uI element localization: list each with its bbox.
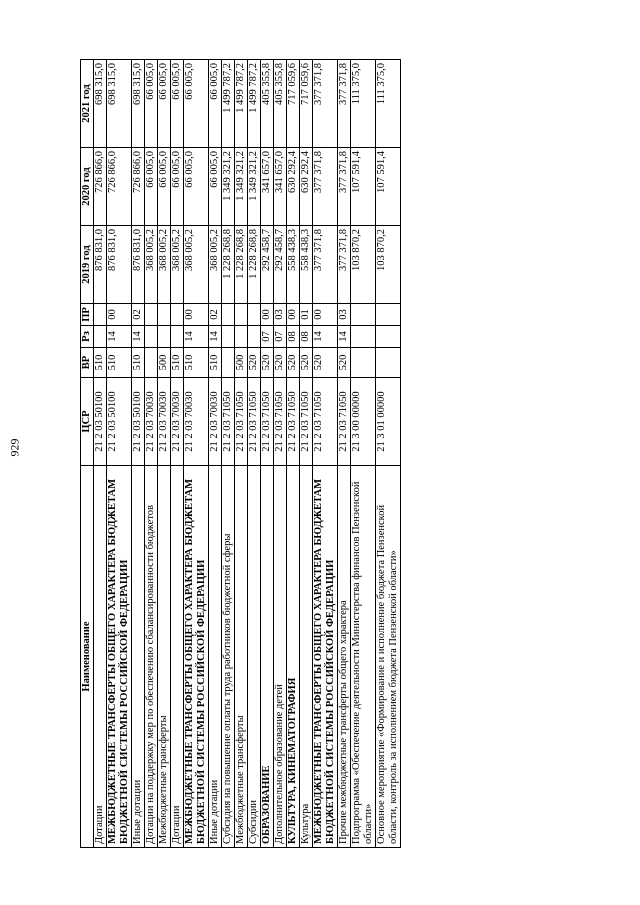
row-name-cell: Субсидии — [248, 466, 261, 848]
row-2021-cell: 698 315,0 — [94, 60, 107, 148]
row-2019-cell: 558 438,3 — [287, 226, 300, 304]
row-csr-cell: 21 2 03 71050 — [300, 378, 313, 466]
row-vr-cell: 520 — [313, 348, 338, 378]
row-pr-cell — [248, 304, 261, 326]
row-csr-cell: 21 2 03 50100 — [132, 378, 145, 466]
table-row — [235, 60, 248, 848]
row-2019-cell: 377 371,8 — [313, 226, 338, 304]
row-rz-cell — [248, 326, 261, 348]
row-vr-cell: 510 — [132, 348, 145, 378]
row-rz-cell — [235, 326, 248, 348]
row-name-cell: Субсидия на повышение оплаты труда работников бюджетной сферы — [222, 466, 235, 848]
row-vr-cell: 510 — [171, 348, 184, 378]
row-vr-cell — [376, 348, 401, 378]
row-2019-cell: 368 005,2 — [184, 226, 209, 304]
row-vr-cell: 520 — [261, 348, 274, 378]
row-pr-cell: 00 — [313, 304, 338, 326]
table-row — [313, 60, 338, 848]
row-rz-cell: 14 — [313, 326, 338, 348]
row-name-cell: Дополнительное образование детей — [274, 466, 287, 848]
table-row — [376, 60, 401, 848]
row-vr-cell — [351, 348, 376, 378]
row-csr-cell: 21 2 03 70030 — [209, 378, 222, 466]
table-row — [132, 60, 145, 848]
row-name-cell: Межбюджетные трансферты — [158, 466, 171, 848]
row-csr-cell: 21 2 03 71050 — [287, 378, 300, 466]
row-2019-cell: 876 831,0 — [107, 226, 132, 304]
row-2020-cell: 107 591,4 — [351, 148, 376, 226]
row-rz-cell — [158, 326, 171, 348]
row-2020-cell: 66 005,0 — [209, 148, 222, 226]
row-name-cell: МЕЖБЮДЖЕТНЫЕ ТРАНСФЕРТЫ ОБЩЕГО ХАРАКТЕРА БЮДЖЕТАМ БЮДЖЕТНОЙ СИСТЕМЫ РОССИЙСКОЙ ФЕДЕРАЦИИ — [184, 466, 209, 848]
row-name-cell: Иные дотации — [132, 466, 145, 848]
row-csr-cell: 21 2 03 71050 — [313, 378, 338, 466]
row-2019-cell: 368 005,2 — [145, 226, 158, 304]
row-rz-cell: 14 — [184, 326, 209, 348]
row-2021-cell: 717 059,6 — [287, 60, 300, 148]
row-name-cell: МЕЖБЮДЖЕТНЫЕ ТРАНСФЕРТЫ ОБЩЕГО ХАРАКТЕРА БЮДЖЕТАМ БЮДЖЕТНОЙ СИСТЕМЫ РОССИЙСКОЙ ФЕДЕРАЦИИ — [313, 466, 338, 848]
row-2020-cell: 1 349 321,2 — [248, 148, 261, 226]
table-row — [145, 60, 158, 848]
table-body — [94, 60, 401, 848]
table-row — [184, 60, 209, 848]
row-rz-cell: 08 — [300, 326, 313, 348]
table-row — [94, 60, 107, 848]
header-name: Наименование — [81, 466, 94, 848]
table-row — [300, 60, 313, 848]
row-2019-cell: 876 831,0 — [94, 226, 107, 304]
row-2021-cell: 1 499 787,2 — [222, 60, 235, 148]
row-2021-cell: 1 499 787,2 — [248, 60, 261, 148]
row-2020-cell: 1 349 321,2 — [235, 148, 248, 226]
row-2021-cell: 698 315,0 — [132, 60, 145, 148]
row-name-cell: Дотации — [94, 466, 107, 848]
row-name-cell: Основное мероприятие «Формирование и исполнение бюджета Пензенской области, контроль за исполнением бюджета Пензенской области» — [376, 466, 401, 848]
row-name-cell: Прочие межбюджетные трансферты общего характера — [338, 466, 351, 848]
row-2021-cell: 1 499 787,2 — [235, 60, 248, 148]
row-2021-cell: 66 005,0 — [145, 60, 158, 148]
row-2019-cell: 292 458,7 — [261, 226, 274, 304]
row-2021-cell: 66 005,0 — [171, 60, 184, 148]
row-rz-cell: 08 — [287, 326, 300, 348]
row-2020-cell: 630 292,4 — [287, 148, 300, 226]
row-2021-cell: 66 005,0 — [184, 60, 209, 148]
row-rz-cell: 07 — [261, 326, 274, 348]
row-2020-cell: 1 349 321,2 — [222, 148, 235, 226]
row-name-cell: МЕЖБЮДЖЕТНЫЕ ТРАНСФЕРТЫ ОБЩЕГО ХАРАКТЕРА БЮДЖЕТАМ БЮДЖЕТНОЙ СИСТЕМЫ РОССИЙСКОЙ ФЕДЕРАЦИИ — [107, 466, 132, 848]
row-pr-cell — [171, 304, 184, 326]
row-csr-cell: 21 2 03 70030 — [158, 378, 171, 466]
row-pr-cell — [94, 304, 107, 326]
header-vr: ВР — [81, 348, 94, 378]
row-vr-cell: 500 — [235, 348, 248, 378]
row-pr-cell — [235, 304, 248, 326]
row-2020-cell: 66 005,0 — [158, 148, 171, 226]
row-name-cell: Межбюджетные трансферты — [235, 466, 248, 848]
row-pr-cell: 03 — [274, 304, 287, 326]
row-rz-cell: 14 — [209, 326, 222, 348]
row-name-cell: Дотации на поддержку мер по обеспечению сбалансированности бюджетов — [145, 466, 158, 848]
row-2019-cell: 103 870,2 — [376, 226, 401, 304]
row-vr-cell: 520 — [248, 348, 261, 378]
row-rz-cell — [222, 326, 235, 348]
row-csr-cell: 21 3 01 00000 — [376, 378, 401, 466]
row-pr-cell: 02 — [209, 304, 222, 326]
row-name-cell: ОБРАЗОВАНИЕ — [261, 466, 274, 848]
row-vr-cell — [145, 348, 158, 378]
row-2020-cell: 726 866,0 — [94, 148, 107, 226]
row-vr-cell: 510 — [107, 348, 132, 378]
row-csr-cell: 21 2 03 70030 — [171, 378, 184, 466]
row-name-cell: Иные дотации — [209, 466, 222, 848]
row-2021-cell: 111 375,0 — [376, 60, 401, 148]
header-pr: ПР — [81, 304, 94, 326]
rotated-table-container — [80, 60, 560, 848]
row-pr-cell — [145, 304, 158, 326]
row-2020-cell: 630 292,4 — [300, 148, 313, 226]
row-vr-cell: 500 — [158, 348, 171, 378]
row-2019-cell: 558 438,3 — [300, 226, 313, 304]
table-row — [338, 60, 351, 848]
row-2019-cell: 1 228 268,8 — [222, 226, 235, 304]
row-rz-cell: 14 — [132, 326, 145, 348]
row-name-cell: КУЛЬТУРА, КИНЕМАТОГРАФИЯ — [287, 466, 300, 848]
header-csr: ЦСР — [81, 378, 94, 466]
row-2020-cell: 341 657,0 — [261, 148, 274, 226]
row-2020-cell: 66 005,0 — [171, 148, 184, 226]
table-row — [107, 60, 132, 848]
row-pr-cell — [376, 304, 401, 326]
row-2020-cell: 66 005,0 — [145, 148, 158, 226]
row-pr-cell — [351, 304, 376, 326]
row-csr-cell: 21 2 03 71050 — [261, 378, 274, 466]
table-row — [222, 60, 235, 848]
row-2019-cell: 292 458,7 — [274, 226, 287, 304]
row-vr-cell: 510 — [209, 348, 222, 378]
row-rz-cell — [145, 326, 158, 348]
budget-table — [80, 59, 401, 848]
header-2019: 2019 год — [81, 226, 94, 304]
row-pr-cell — [158, 304, 171, 326]
row-csr-cell: 21 2 03 50100 — [94, 378, 107, 466]
row-pr-cell: 00 — [107, 304, 132, 326]
table-row — [351, 60, 376, 848]
row-pr-cell — [222, 304, 235, 326]
row-2020-cell: 377 371,8 — [313, 148, 338, 226]
row-2021-cell: 698 315,0 — [107, 60, 132, 148]
row-2019-cell: 368 005,2 — [171, 226, 184, 304]
row-2020-cell: 377 371,8 — [338, 148, 351, 226]
row-2019-cell: 876 831,0 — [132, 226, 145, 304]
row-csr-cell: 21 2 03 71050 — [222, 378, 235, 466]
row-2021-cell: 405 355,8 — [274, 60, 287, 148]
row-rz-cell — [94, 326, 107, 348]
row-vr-cell: 520 — [274, 348, 287, 378]
row-2020-cell: 726 866,0 — [107, 148, 132, 226]
row-name-cell: Подпрограмма «Обеспечение деятельности Министерства финансов Пензенской области» — [351, 466, 376, 848]
table-row — [274, 60, 287, 848]
row-vr-cell — [222, 348, 235, 378]
header-2021: 2021 год — [81, 60, 94, 148]
row-rz-cell: 14 — [338, 326, 351, 348]
row-2019-cell: 368 005,2 — [209, 226, 222, 304]
row-vr-cell: 510 — [94, 348, 107, 378]
table-row — [209, 60, 222, 848]
row-2020-cell: 107 591,4 — [376, 148, 401, 226]
row-2020-cell: 341 657,0 — [274, 148, 287, 226]
table-row — [287, 60, 300, 848]
table-row — [171, 60, 184, 848]
row-2021-cell: 66 005,0 — [209, 60, 222, 148]
header-rz: Рз — [81, 326, 94, 348]
row-csr-cell: 21 2 03 71050 — [248, 378, 261, 466]
row-2019-cell: 368 005,2 — [158, 226, 171, 304]
row-csr-cell: 21 2 03 50100 — [107, 378, 132, 466]
row-2020-cell: 66 005,0 — [184, 148, 209, 226]
row-rz-cell: 07 — [274, 326, 287, 348]
row-rz-cell: 14 — [107, 326, 132, 348]
row-rz-cell — [376, 326, 401, 348]
row-pr-cell: 00 — [261, 304, 274, 326]
row-pr-cell: 03 — [338, 304, 351, 326]
row-2019-cell: 377 371,8 — [338, 226, 351, 304]
row-2019-cell: 1 228 268,8 — [235, 226, 248, 304]
table-header-row — [81, 60, 94, 848]
row-vr-cell: 520 — [300, 348, 313, 378]
row-vr-cell: 520 — [287, 348, 300, 378]
row-pr-cell: 02 — [132, 304, 145, 326]
table-row — [158, 60, 171, 848]
row-name-cell: Культура — [300, 466, 313, 848]
row-vr-cell: 520 — [338, 348, 351, 378]
row-pr-cell: 01 — [300, 304, 313, 326]
row-pr-cell: 00 — [287, 304, 300, 326]
table-row — [261, 60, 274, 848]
header-2020: 2020 год — [81, 148, 94, 226]
row-rz-cell — [171, 326, 184, 348]
row-2021-cell: 111 375,0 — [351, 60, 376, 148]
row-csr-cell: 21 2 03 71050 — [235, 378, 248, 466]
row-2019-cell: 103 870,2 — [351, 226, 376, 304]
row-2021-cell: 717 059,6 — [300, 60, 313, 148]
row-name-cell: Дотации — [171, 466, 184, 848]
row-2020-cell: 726 866,0 — [132, 148, 145, 226]
table-row — [248, 60, 261, 848]
row-pr-cell: 00 — [184, 304, 209, 326]
row-2021-cell: 405 355,8 — [261, 60, 274, 148]
row-2021-cell: 377 371,8 — [313, 60, 338, 148]
row-csr-cell: 21 2 03 71050 — [338, 378, 351, 466]
row-vr-cell: 510 — [184, 348, 209, 378]
row-2021-cell: 66 005,0 — [158, 60, 171, 148]
row-csr-cell: 21 2 03 71050 — [274, 378, 287, 466]
row-csr-cell: 21 2 03 70030 — [184, 378, 209, 466]
row-csr-cell: 21 2 03 70030 — [145, 378, 158, 466]
row-csr-cell: 21 3 00 00000 — [351, 378, 376, 466]
row-rz-cell — [351, 326, 376, 348]
row-2019-cell: 1 228 268,8 — [248, 226, 261, 304]
row-2021-cell: 377 371,8 — [338, 60, 351, 148]
page-number: 929 — [7, 438, 22, 457]
